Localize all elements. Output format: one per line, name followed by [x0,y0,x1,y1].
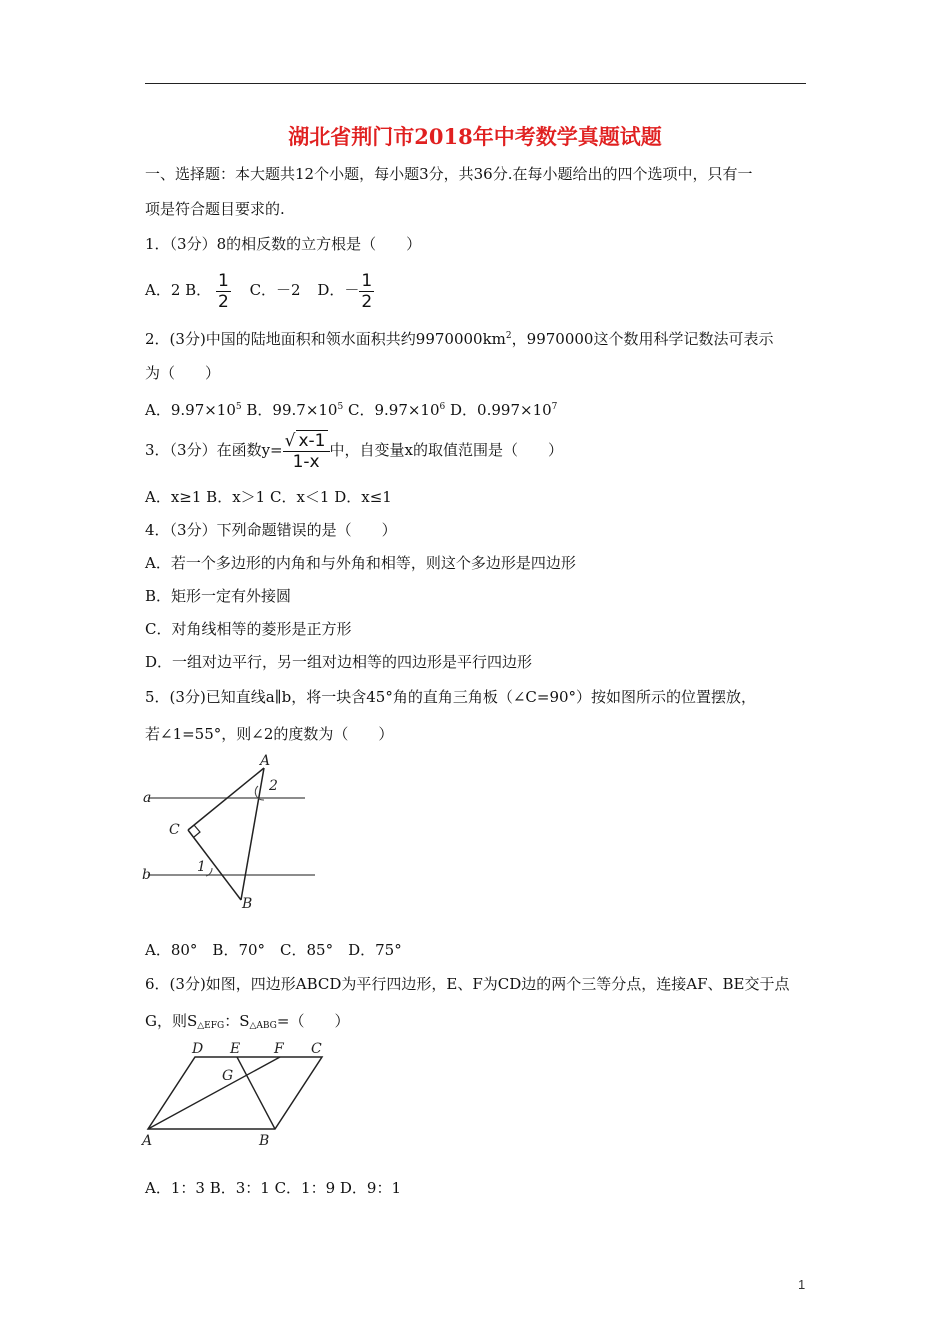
q6-sub1: △EFG [197,1021,225,1031]
q1-fraction-d-num: 1 [361,270,373,291]
q1-fraction-b-num: 1 [217,270,229,291]
q3-options: A．x≥1 B．x＞1 C．x＜1 D．x≤1 [145,488,392,506]
q5-side-ab [241,768,264,900]
q2-option-b-exp: 5 [337,402,344,412]
q3-denominator: 1-x [292,452,320,472]
q3-stem [145,428,563,472]
q5-label-1: 1 [197,859,206,875]
q1-option-a: A．2 B． [145,281,212,299]
q6-segment-af [148,1057,280,1129]
q6-parallelogram [148,1057,322,1129]
q4-option-a: A．若一个多边形的内角和与外角和相等，则这个多边形是四边形 [145,554,576,572]
q5-side-ca [188,768,264,830]
q2-stem-part1: 2．(3分)中国的陆地面积和领水面积共约9970000km [145,330,506,348]
q1-fraction-d [359,271,374,312]
q3-stem-part2: 中，自变量x的取值范围是（ ） [329,441,563,459]
q3-numerator [283,430,330,452]
q5-side-cb [188,830,241,900]
q4-stem: 4．（3分）下列命题错误的是（ ） [145,521,397,539]
q2-stem-part2: ，9970000这个数用科学记数法可表示 [511,330,774,348]
q2-option-d: D．0.997×10 [445,401,552,419]
q6-options: A．1：3 B．3：1 C．1：9 D．9：1 [145,1179,402,1197]
q1-fraction-d-den: 2 [361,291,373,312]
q2-stem-sup: 2 [505,331,512,341]
q5-label-B: B [242,896,253,912]
q4-option-b: B．矩形一定有外接圆 [145,587,292,605]
q2-option-c: C．9.97×10 [343,401,440,419]
q5-label-a: a [143,790,152,806]
right-angle-mark-icon [194,825,200,837]
q6-segment-be [237,1057,275,1129]
q5-options: A．80° B．70° C．85° D．75° [145,941,402,959]
q1-stem: 1．（3分）8的相反数的立方根是（ ） [145,235,422,253]
q2-option-a: A．9.97×10 [145,401,236,419]
q1-fraction-b-den: 2 [217,291,229,312]
q5-stem-line2: 若∠1=55°，则∠2的度数为（ ） [145,725,394,743]
q6-label-D: D [192,1041,204,1057]
q5-label-C: C [169,822,180,838]
q6-sub2: △ABG [249,1021,277,1031]
q6-stem-part3: =（ ） [276,1012,350,1030]
q6-label-E: E [230,1041,241,1057]
page-title: 湖北省荆门市2018年中考数学真题试题 [288,124,662,149]
q2-option-c-exp: 6 [439,402,446,412]
q1-options [145,270,374,312]
q6-stem-part2: ：S [224,1012,250,1030]
section-intro-line1: 一、选择题：本大题共12个小题，每小题3分，共36分.在每小题给出的四个选项中，只有一 [145,165,753,183]
q6-label-B: B [259,1133,270,1149]
q6-label-F: F [274,1041,284,1057]
q5-stem-line1: 5．(3分)已知直线a∥b，将一块含45°角的直角三角板（∠C=90°）按如图所示的位置摆放， [145,688,757,706]
page-number: 1 [798,1277,806,1292]
q6-label-A: A [142,1133,153,1149]
q6-stem-part1: G，则S [145,1012,198,1030]
q1-option-d: D．－ [317,281,360,299]
q1-fraction-b [216,271,231,312]
q2-option-d-exp: 7 [551,402,558,412]
q3-function-fraction [283,430,330,472]
q1-option-c: C．－2 [249,281,301,299]
q3-radicand: x-1 [298,431,326,451]
section-intro-line2: 项是符合题目要求的. [145,200,285,218]
q6-stem-line2 [145,1011,349,1036]
q4-option-c: C．对角线相等的菱形是正方形 [145,620,352,638]
q5-label-2: 2 [269,778,278,794]
q6-stem-line1: 6．(3分)如图，四边形ABCD为平行四边形，E、F为CD边的两个三等分点，连接AF、BE交于点 [145,975,790,993]
q2-stem-line1 [145,326,773,349]
q5-label-A: A [260,753,271,769]
q5-figure [138,750,323,915]
q2-option-b: B．99.7×10 [241,401,338,419]
header-rule [145,83,806,84]
radical-sign-icon: √ [284,431,296,451]
q4-option-d: D．一组对边平行，另一组对边相等的四边形是平行四边形 [145,653,533,671]
q2-options [145,397,557,420]
q6-label-G: G [222,1068,234,1084]
q6-label-C: C [311,1041,322,1057]
q2-stem-line2: 为（ ） [145,364,221,382]
q6-figure [138,1035,338,1155]
q2-option-a-exp: 5 [235,402,242,412]
q5-label-b: b [142,867,151,883]
q3-stem-part1: 3．（3分）在函数y= [145,441,283,459]
